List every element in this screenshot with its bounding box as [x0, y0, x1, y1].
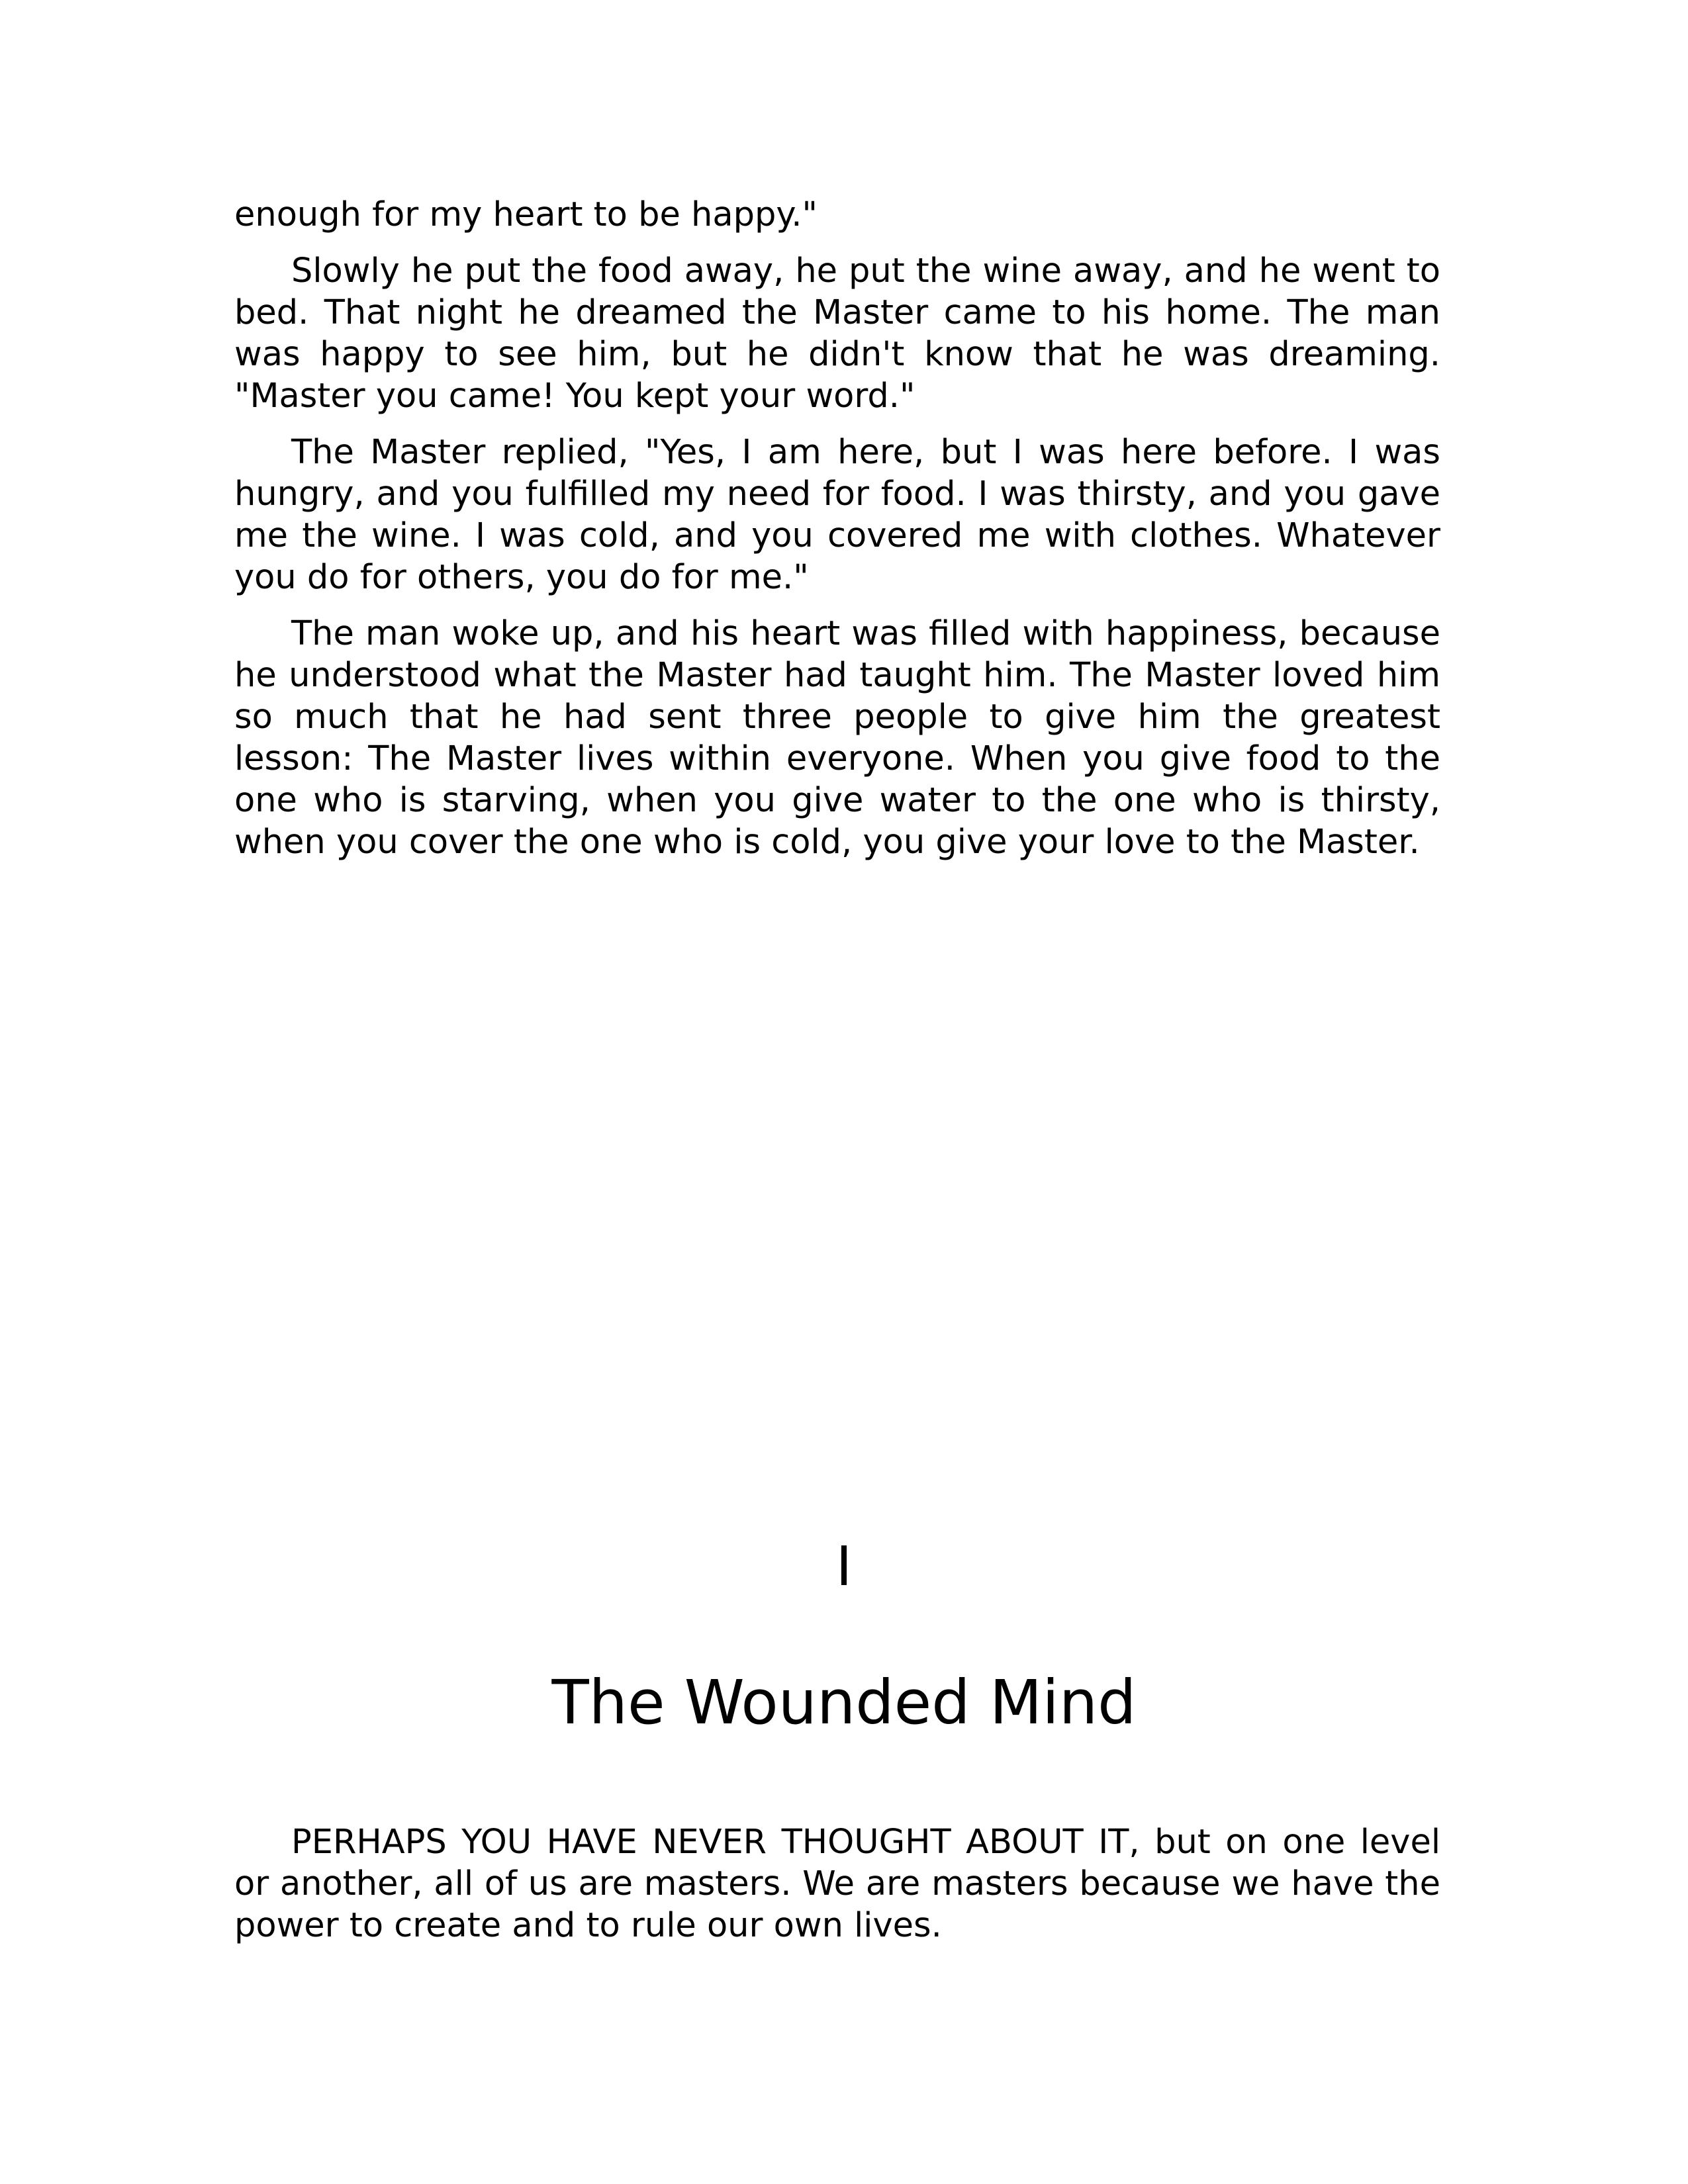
- chapter-text-block: [234, 1821, 1440, 1961]
- story-text-block: [234, 194, 1440, 878]
- chapter-title: The Wounded Mind: [551, 1667, 1137, 1738]
- chapter-opening-paragraph: PERHAPS YOU HAVE NEVER THOUGHT ABOUT IT, but on one level or another, all of us are masters. We are masters because we have the power to create and to rule our own lives.: [234, 1823, 1440, 1945]
- chapter-number: I: [835, 1535, 853, 1598]
- paragraph: The Master replied, "Yes, I am here, but I was here before. I was hungry, and you fulfilled my need for food. I was thirsty, and you gave me the wine. I was cold, and you covered me with clothes. Whatever you do for others, you do for me.": [234, 433, 1440, 597]
- paragraph-continuation: enough for my heart to be happy.": [234, 195, 818, 234]
- paragraph: Slowly he put the food away, he put the wine away, and he went to bed. That night he dreamed the Master came to his home. The man was happy to see him, but he didn't know that he was dreaming. "Master you came! You kept your word.": [234, 251, 1440, 416]
- paragraph: The man woke up, and his heart was filled with happiness, because he understood what the Master had taught him. The Master loved him so much that he had sent three people to give him the greatest lesson: The Master lives within everyone. When you give food to the one who is starving, when you give water to the one who is thirsty, when you cover the one who is cold, you give your love to the Master.: [234, 614, 1440, 862]
